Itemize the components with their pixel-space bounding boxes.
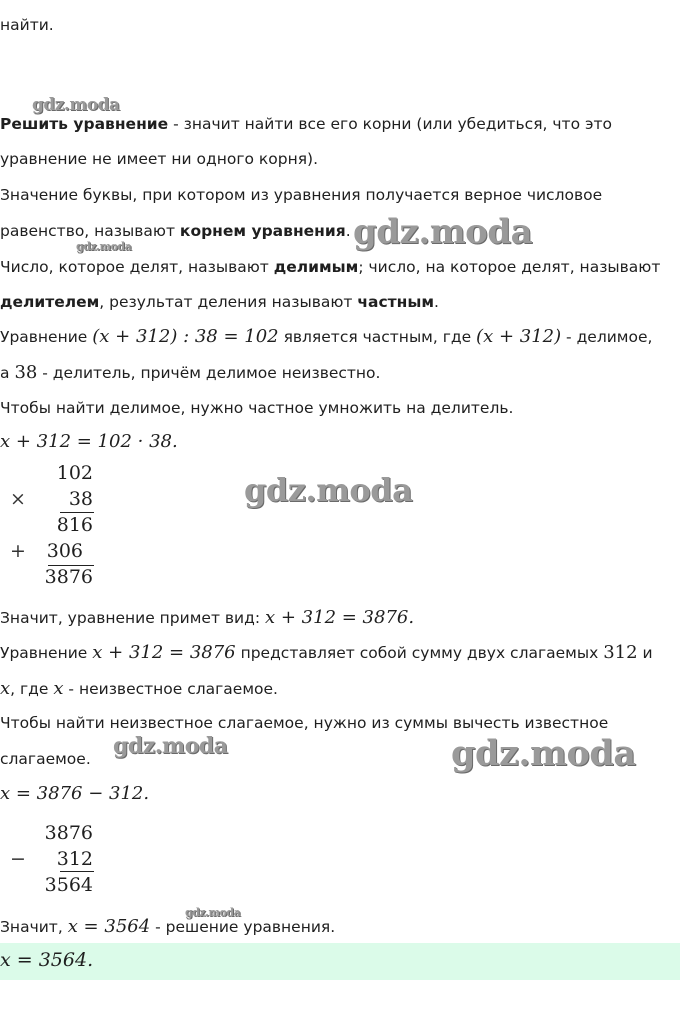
sum-line-1: [0, 642, 653, 663]
sum-formula: x + 312 = 3876: [92, 642, 236, 663]
root-line-2: [0, 222, 351, 240]
equation-step-2: x = 3876 − 312.: [0, 783, 150, 804]
intro-fragment: найти.: [0, 16, 54, 34]
definition-text-2: уравнение не имеет ни одного корня).: [0, 150, 318, 168]
plus-sign: +: [10, 540, 26, 562]
mult-partial-2: 306: [46, 540, 83, 562]
sum-line-2: [0, 678, 278, 699]
rule-dividend-text: Чтобы найти делимое, нужно частное умножить на делитель.: [0, 399, 514, 417]
sum-text-5: - неизвестное слагаемое.: [63, 680, 278, 698]
equation-text-5: - делитель, причём делимое неизвестно.: [37, 364, 381, 382]
sum-text-3: и: [637, 644, 653, 662]
definition-term: Решить уравнение: [0, 115, 169, 133]
equation-line-2: [0, 362, 380, 383]
definition-text: - значит найти все его корни (или убедиться, что это: [168, 115, 612, 133]
solution-text-1: Значит,: [0, 918, 68, 936]
equation-step-1: x + 312 = 102 · 38.: [0, 431, 178, 452]
mult-result: 3876: [44, 566, 93, 588]
definition-line-1: [0, 115, 612, 133]
watermark-tiny-2: gdz.moda: [185, 906, 241, 919]
intro-text: [0, 16, 54, 34]
dividend-text-1: Число, которое делят, называют: [0, 258, 274, 276]
sub-result: 3564: [44, 874, 93, 896]
root-text-2: равенство, называют: [0, 222, 180, 240]
equation-text-1: Уравнение: [0, 328, 93, 346]
sum-variable-1: x: [0, 678, 11, 699]
watermark-small-1: gdz.moda: [32, 95, 120, 115]
equation-text-4: а: [0, 364, 15, 382]
watermark-tiny-1: gdz.moda: [76, 240, 132, 253]
equation-form-text: Значит, уравнение примет вид:: [0, 609, 265, 627]
equation-formula: (x + 312) : 38 = 102: [92, 326, 279, 347]
divisor-number: 38: [14, 362, 38, 383]
dividend-line-1: [0, 258, 660, 276]
dividend-expression: (x + 312): [476, 326, 562, 347]
solution-formula: x = 3564: [67, 916, 151, 937]
root-line-1: [0, 186, 602, 204]
equation-form-formula: x + 312 = 3876.: [264, 607, 415, 628]
minus-sign: −: [10, 848, 26, 870]
dividend-term: делимым: [273, 258, 359, 276]
mult-factor-1: 102: [56, 462, 93, 484]
equation-form-line: [0, 607, 414, 628]
root-period: .: [345, 222, 351, 240]
sum-variable-2: x: [53, 678, 64, 699]
solution-line: [0, 916, 335, 937]
rule-addend-line-2: [0, 750, 91, 768]
rule-dividend: [0, 399, 513, 417]
sum-text-1: Уравнение: [0, 644, 93, 662]
quotient-term: частным: [357, 293, 435, 311]
sub-subtrahend: 312: [56, 848, 93, 870]
answer-box: [0, 943, 680, 980]
equation-text-2: является частным, где: [278, 328, 477, 346]
solution-text-2: - решение уравнения.: [150, 918, 336, 936]
sum-text-4: , где: [10, 680, 54, 698]
definition-line-2: [0, 150, 318, 168]
mult-factor-2: 38: [68, 488, 93, 510]
root-text-1: Значение буквы, при котором из уравнения получается верное числовое: [0, 186, 603, 204]
dividend-text-3: , результат деления называют: [99, 293, 358, 311]
root-term: корнем уравнения: [179, 222, 346, 240]
sum-text-2: представляет собой сумму двух слагаемых: [235, 644, 604, 662]
sub-rule: [60, 871, 94, 872]
dividend-text-2: ; число, на которое делят, называют: [358, 258, 661, 276]
rule-addend-line-1: [0, 714, 608, 732]
equation-text-3: - делимое,: [561, 328, 653, 346]
sub-minuend: 3876: [44, 822, 93, 844]
mult-partial-1: 816: [56, 514, 93, 536]
answer-formula: x = 3564.: [0, 949, 94, 971]
rule-addend-text-2: слагаемое.: [0, 750, 91, 768]
watermark-large-1: gdz.moda: [353, 212, 533, 252]
mult-sign: ×: [10, 488, 26, 510]
divisor-term: делителем: [0, 293, 100, 311]
dividend-line-2: [0, 293, 439, 311]
mult-rule-1: [60, 512, 94, 513]
rule-addend-text-1: Чтобы найти неизвестное слагаемое, нужно из суммы вычесть известное: [0, 714, 609, 732]
watermark-medium-1: gdz.moda: [113, 733, 228, 759]
watermark-large-3: gdz.moda: [451, 733, 636, 774]
dividend-period: .: [434, 293, 439, 311]
equation-line-1: [0, 326, 652, 347]
sum-number: 312: [603, 642, 638, 663]
watermark-large-2: gdz.moda: [244, 471, 413, 509]
